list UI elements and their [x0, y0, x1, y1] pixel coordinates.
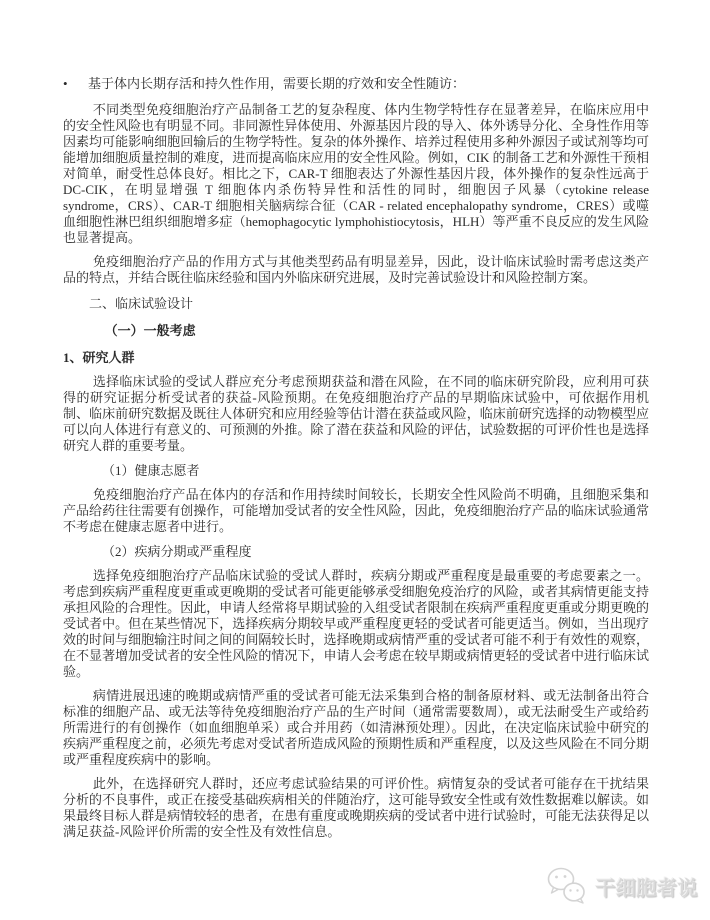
wechat-icon [547, 866, 587, 906]
paragraph: 免疫细胞治疗产品的作用方式与其他类型药品有明显差异，因此，设计临床试验时需考虑这类产品的特点，并结合既往临床经验和国内外临床研究进展，及时完善试验设计和风险控制方案。 [63, 254, 649, 285]
paragraph: 选择临床试验的受试人群应充分考虑预期获益和潜在风险，在不同的临床研究阶段，应利用可获得的研究证据分析受试者的获益-风险预期。在免疫细胞治疗产品的早期临床试验中，可依据作用机制、临床前研究数据及既往人体研究和应用经验等估计潜在获益或风险，临床前研究选择的动物模型应可以向人体进行有意义的、可预测的外推。除了潜在获益和风险的评估，试验数据的可评价性也是选择研究人群的重要考量。 [63, 374, 649, 453]
section-heading: 二、临床试验设计 [89, 296, 194, 311]
bullet-marker: • [63, 76, 68, 91]
item-heading: （1）健康志愿者 [102, 463, 200, 478]
numbered-heading: 1、研究人群 [63, 350, 135, 365]
paragraph: 不同类型免疫细胞治疗产品制备工艺的复杂程度、体内生物学特性存在显著差异，在临床应用中的安全性风险也有明显不同。非同源性异体使用、外源基因片段的导入、体外诱导分化、全身性作用等因素均可能影响细胞回输后的生物学特性。复杂的体外操作、培养过程使用多种外源因子或试剂等均可能增加细胞质量控制的难度，进而提高临床应用的安全性风险。例如，CIK 的制备工艺和外源性干预相对简单，耐受性总体良好。相比之下，CAR-T 细胞表达了外源性基因片段，体外操作的复杂性远高于 DC-CIK，在明显增强 T 细胞体内杀伤特异性和活性的同时，细胞因子风暴（cytokine release syndrome，CRS）、CAR-T 细胞相关脑病综合征（CAR - related encephalopathy syndrome，CRES）或噬血细胞性淋巴组织细胞增多症（hemophagocytic lymphohistiocytosis，HLH）等严重不良反应的发生风险也显著提高。 [63, 102, 649, 245]
document-body [63, 76, 649, 840]
watermark-text: 干细胞者说 [595, 877, 698, 900]
bullet-item [63, 76, 649, 92]
item-heading: （2）疾病分期或严重程度 [102, 544, 252, 559]
watermark-logo [547, 866, 699, 906]
paragraph: 选择免疫细胞治疗产品临床试验的受试人群时，疾病分期或严重程度是最重要的考虑要素之一。考虑到疾病严重程度更重或更晚期的受试者可能更能够承受细胞免疫治疗的风险，或者其病情更能支持承担风险的合理性。因此，申请人经常将早期试验的入组受试者限制在疾病严重程度更重或分期更晚的受试者中。但在某些情况下，选择疾病分期较早或严重程度更轻的受试者可能更适当。例如，当出现疗效的时间与细胞输注时间之间的间隔较长时，选择晚期或病情严重的受试者可能不利于有效性的观察，在不显著增加受试者的安全性风险的情况下，申请人会考虑在较早期或病情更轻的受试者中进行临床试验。 [63, 568, 649, 679]
bullet-text: 基于体内长期存活和持久性作用，需要长期的疗效和安全性随访： [88, 76, 466, 91]
paragraph: 免疫细胞治疗产品在体内的存活和作用持续时间较长，长期安全性风险尚不明确，且细胞采集和产品给药往往需要有创操作，可能增加受试者的安全性风险，因此，免疫细胞治疗产品的临床试验通常不考虑在健康志愿者中进行。 [63, 487, 649, 534]
paragraph: 病情进展迅速的晚期或病情严重的受试者可能无法采集到合格的制备原材料、或无法制备出符合标准的细胞产品、或无法等待免疫细胞治疗产品的生产时间（通常需要数周），或无法耐受生产或给药所需进行的有创操作（如血细胞单采）或合并用药（如清淋预处理）。因此，在决定临床试验中研究的疾病严重程度之前，必须先考虑对受试者所造成风险的预期性质和严重程度，以及这些风险在不同分期或严重程度疾病中的影响。 [63, 688, 649, 767]
paragraph: 此外，在选择研究人群时，还应考虑试验结果的可评价性。病情复杂的受试者可能存在干扰结果分析的不良事件，或正在接受基础疾病相关的伴随治疗，这可能导致安全性或有效性数据难以解读。如果最终目标人群是病情较轻的患者，在患有重度或晚期疾病的受试者中进行试验时，可能无法获得足以满足获益-风险评价所需的安全性及有效性信息。 [63, 776, 649, 839]
subsection-heading: （一）一般考虑 [104, 323, 196, 338]
